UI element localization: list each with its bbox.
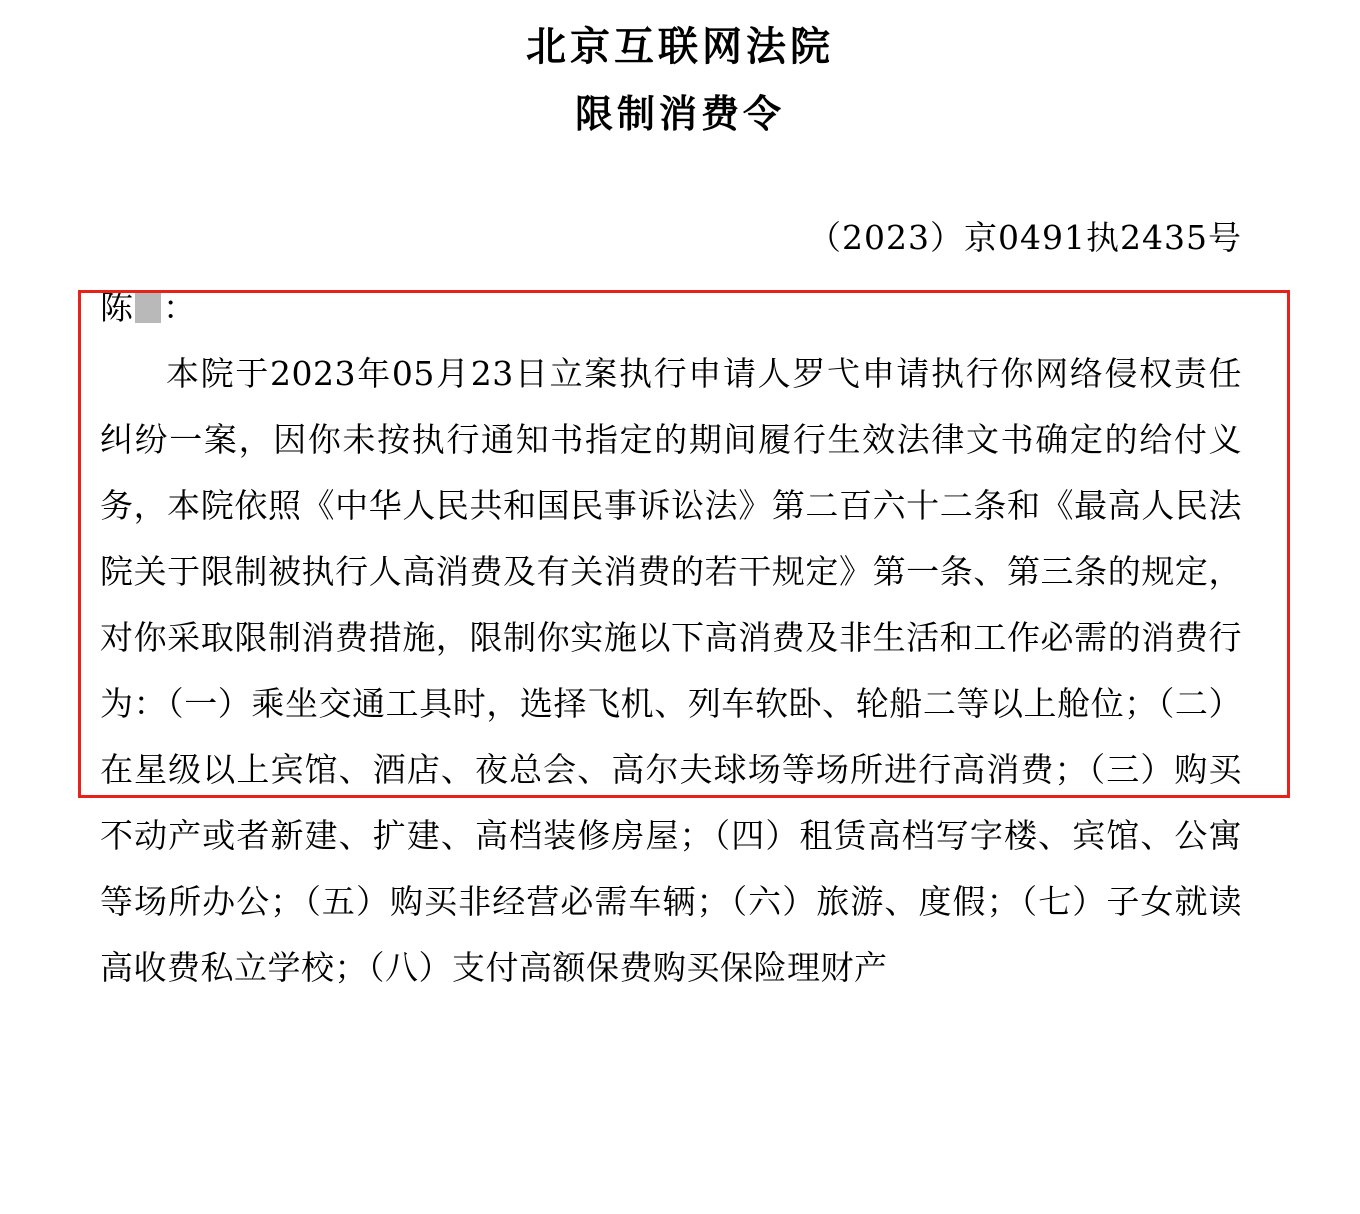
order-body-paragraph: 本院于2023年05月23日立案执行申请人罗弋申请执行你网络侵权责任纠纷一案，因你未按执行通知书指定的期间履行生效法律文书确定的给付义务，本院依照《中华人民共和国民事诉讼法》第二百六十二条和《最高人民法院关于限制被执行人高消费及有关消费的若干规定》第一条、第三条的规定，对你采取限制消费措施，限制你实施以下高消费及非生活和工作必需的消费行为：（一）乘坐交通工具时，选择飞机、列车软卧、轮船二等以上舱位；（二）在星级以上宾馆、酒店、夜总会、高尔夫球场等场所进行高消费；（三）购买不动产或者新建、扩建、高档装修房屋；（四）租赁高档写字楼、宾馆、公寓等场所办公；（五）购买非经营必需车辆；（六）旅游、度假；（七）子女就读高收费私立学校；（八）支付高额保费购买保险理财产 [100,354,1242,988]
court-name-title: 北京互联网法院 [526,23,834,70]
addressee-surname: 陈 [100,288,133,328]
document-page [0,22,1360,1214]
redaction-block-icon [135,293,161,323]
addressee-colon: ： [163,288,196,328]
document-type-title: 限制消费令 [574,91,785,136]
case-number: （2023）京0491执2435号 [808,217,1242,257]
addressee-line [0,275,1360,341]
